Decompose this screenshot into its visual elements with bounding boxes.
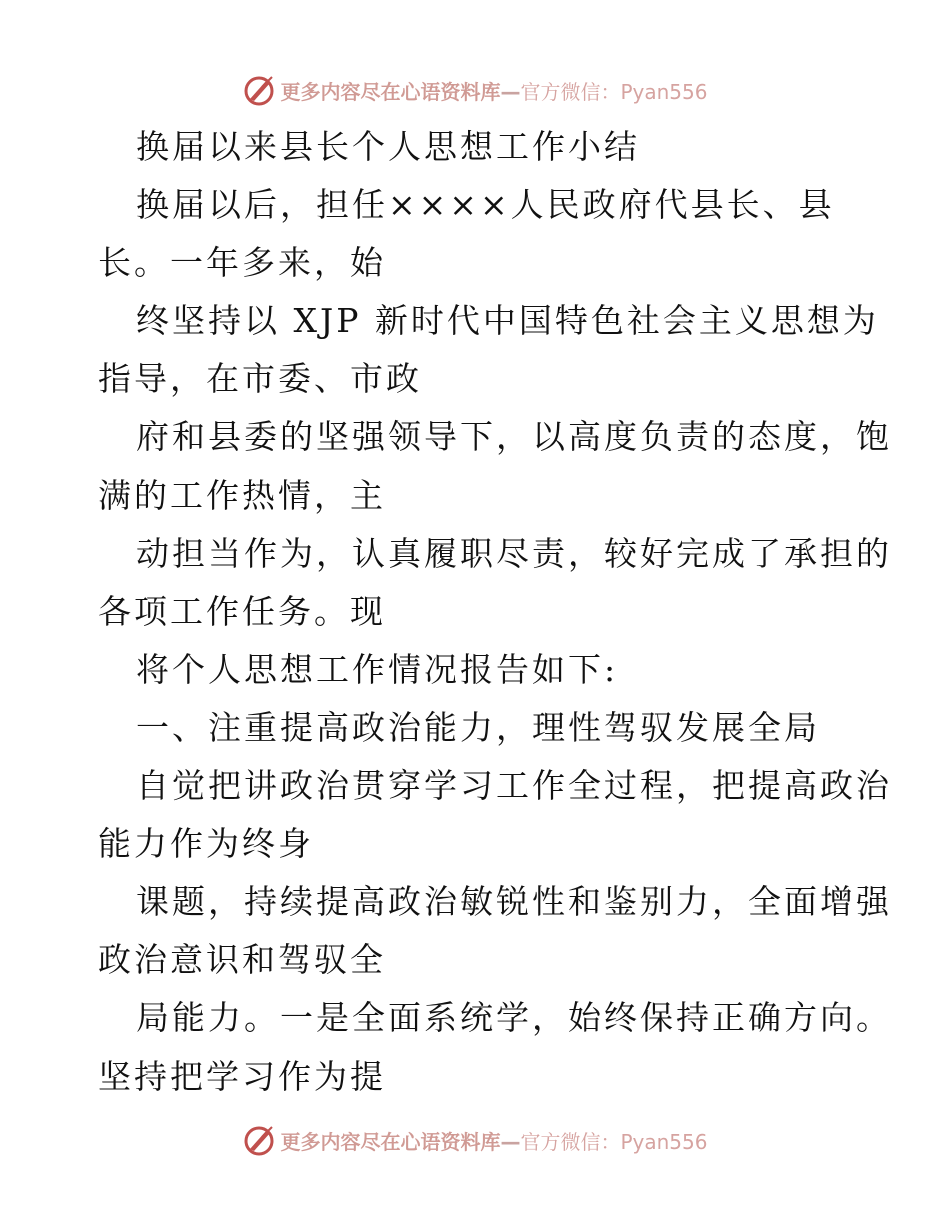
document-line: 政治意识和驾驭全	[98, 940, 386, 980]
document-line: 终坚持以 XJP 新时代中国特色社会主义思想为	[136, 301, 879, 341]
document-body	[98, 118, 892, 1106]
document-line: 各项工作任务。现	[98, 591, 386, 631]
document-line: 换届以来县长个人思想工作小结	[136, 127, 640, 166]
document-line: 满的工作热情，主	[98, 475, 386, 515]
footer-watermark	[0, 1120, 950, 1160]
header-brand: 更多内容尽在心语资料库	[280, 79, 501, 104]
document-line: 指导，在市委、市政	[98, 359, 422, 399]
document-line: 将个人思想工作情况报告如下:	[136, 649, 619, 689]
header-contact: 官方微信：Pyan556	[520, 79, 708, 104]
document-line: 局能力。一是全面系统学，始终保持正确方向。	[136, 998, 892, 1038]
document-line: 动担当作为，认真履职尽责，较好完成了承担的	[136, 533, 892, 573]
document-line: 一、注重提高政治能力，理性驾驭发展全局	[136, 707, 820, 747]
quill-pen-logo-icon	[242, 1123, 276, 1157]
document-line: 能力作为终身	[98, 824, 314, 864]
document-line: 长。一年多来，始	[98, 243, 386, 283]
header-brand-text	[280, 76, 707, 105]
footer-brand: 更多内容尽在心语资料库	[280, 1129, 501, 1154]
footer-brand-text	[280, 1126, 707, 1155]
document-line: 课题，持续提高政治敏锐性和鉴别力，全面增强	[136, 882, 892, 922]
header-separator: —	[500, 79, 521, 104]
document-line: 自觉把讲政治贯穿学习工作全过程，把提高政治	[136, 766, 892, 806]
document-line: 府和县委的坚强领导下，以高度负责的态度，饱	[136, 417, 892, 457]
quill-pen-logo-icon	[242, 73, 276, 107]
header-watermark	[0, 70, 950, 110]
footer-contact: 官方微信：Pyan556	[520, 1129, 708, 1154]
footer-separator: —	[500, 1129, 521, 1154]
document-line: 坚持把学习作为提	[98, 1056, 386, 1096]
document-line: 换届以后，担任××××人民政府代县长、县	[136, 185, 835, 225]
